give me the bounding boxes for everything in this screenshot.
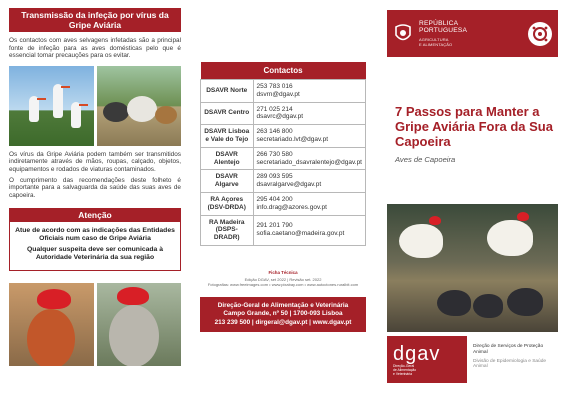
rooster-photo-left <box>9 283 94 366</box>
dgav-subline-1: Direção-Geral <box>393 363 415 368</box>
region-cell: RA Madeira (DSPS-DRADR) <box>201 215 254 245</box>
ministry-line-1: AGRICULTURA <box>419 37 449 43</box>
division-names <box>467 336 558 383</box>
footer-contacts[interactable]: 213 239 500 | dirgeral@dgav.pt | www.dgav.pt <box>214 318 352 326</box>
poultry-photo <box>97 66 182 146</box>
email-link[interactable]: secretariado.lvt@dgav.pt <box>256 135 329 143</box>
dgav-subline-3: e Veterinária <box>393 371 413 376</box>
republic-wordmark <box>419 20 522 48</box>
region-cell: RA Açores (DSV-DRDA) <box>201 192 254 215</box>
email-link[interactable]: sofia.caetano@madeira.gov.pt <box>256 230 345 238</box>
footer-address: Campo Grande, nº 50 | 1700-093 Lisboa <box>223 310 343 318</box>
table-row <box>201 102 366 125</box>
cover-title: 7 Passos para Manter a Gripe Aviária Fora da Sua Capoeira <box>395 104 553 149</box>
contact-cell <box>253 125 366 148</box>
contacts-heading: Contactos <box>201 62 366 80</box>
government-brand-bar <box>387 10 558 57</box>
table-row <box>201 80 366 103</box>
footer-org-name: Direção-Geral de Alimentação e Veterinária <box>217 301 349 309</box>
rooster-photo-right <box>97 283 182 366</box>
cover-panel <box>382 0 566 400</box>
contacts-table <box>200 62 366 246</box>
middle-panel <box>192 0 374 400</box>
technical-sheet-credits: Fotografias: www.freeimages.com • www.pixabay.com • www.autoctones.ruralbit.com <box>207 281 359 287</box>
republic-line-2: PORTUGUESA <box>419 27 468 34</box>
dgav-band <box>387 336 558 383</box>
contact-cell <box>253 80 366 103</box>
region-cell: DSAVR Algarve <box>201 170 254 193</box>
transmission-heading: Transmissão da infeção por vírus da Gripe Aviária <box>9 8 181 32</box>
transmission-paragraph-1: Os contactos com aves selvagens infetadas são a principal fonte de infeção para as aves domésticas pelo que é essencial tomar precauções para os evitar. <box>9 37 181 60</box>
phone-number: 295 404 200 <box>256 195 293 203</box>
table-row <box>201 215 366 245</box>
email-link[interactable]: dsavralgarve@dgav.pt <box>256 181 322 189</box>
region-cell: DSAVR Alentejo <box>201 147 254 170</box>
phone-number: 291 201 790 <box>256 222 293 230</box>
contact-cell <box>253 102 366 125</box>
cover-title-block <box>387 104 558 164</box>
technical-sheet-edition: Edição DGAV, set 2022 | Revisão set. 2022 <box>244 276 322 282</box>
phone-number: 263 146 800 <box>256 128 293 136</box>
republic-line-1: REPÚBLICA <box>419 19 459 27</box>
ministry-seal-icon <box>528 22 552 46</box>
ministry-line-2: E ALIMENTAÇÃO <box>419 42 453 48</box>
division-name-1: Direção de Serviços de Proteção Animal <box>473 344 544 355</box>
republic-emblem-icon <box>393 23 413 45</box>
table-row <box>201 192 366 215</box>
hens-photo <box>387 204 558 332</box>
roosters-photo <box>9 283 181 366</box>
attention-box <box>9 222 181 271</box>
table-row <box>201 170 366 193</box>
transmission-paragraph-2: Os vírus da Gripe Aviária podem também ser transmitidos indiretamente através de mãos, roupas, calçado, objetos, equipamentos e rodados de viaturas contaminados. <box>9 150 181 173</box>
table-row <box>201 147 366 170</box>
contact-cell <box>253 215 366 245</box>
division-name-2: Divisão de Epidemiologia e Saúde Animal <box>473 358 547 370</box>
phone-number: 266 730 580 <box>256 150 293 158</box>
dgav-logo <box>387 336 467 383</box>
storks-photo <box>9 66 94 146</box>
email-link[interactable]: secretariado_dsavralentejo@dgav.pt <box>256 158 362 166</box>
email-link[interactable]: info.drag@azores.gov.pt <box>256 203 327 211</box>
contact-cell <box>253 192 366 215</box>
photo-row-birds <box>9 66 181 146</box>
region-cell: DSAVR Norte <box>201 80 254 103</box>
attention-line-1: Atue de acordo com as indicações das Entidades Oficiais num caso de Gripe Aviária <box>15 227 175 243</box>
contact-cell <box>253 170 366 193</box>
transmission-paragraph-3: O cumprimento das recomendações deste folheto é importante para a salvaguarda da saúde das suas aves de capoeira. <box>9 176 181 199</box>
technical-sheet <box>200 270 366 287</box>
dgav-wordmark: dgav <box>393 342 441 365</box>
cover-subtitle: Aves de Capoeira <box>395 155 456 164</box>
attention-line-2: Qualquer suspeita deve ser comunicada à Autoridade Veterinária da sua região <box>27 246 163 262</box>
email-link[interactable]: dsavrc@dgav.pt <box>256 113 304 121</box>
email-link[interactable]: dsvrn@dgav.pt <box>256 90 300 98</box>
region-cell: DSAVR Centro <box>201 102 254 125</box>
phone-number: 289 093 595 <box>256 173 293 181</box>
attention-heading: Atenção <box>9 208 181 222</box>
address-footer <box>200 297 366 332</box>
region-cell: DSAVR Lisboa e Vale do Tejo <box>201 125 254 148</box>
phone-number: 253 783 016 <box>256 83 293 90</box>
left-panel <box>0 0 190 400</box>
dgav-subline-2: de Alimentação <box>393 367 417 372</box>
phone-number: 271 025 214 <box>256 105 293 113</box>
contact-cell <box>253 147 366 170</box>
table-row <box>201 125 366 148</box>
technical-sheet-title: Ficha Técnica <box>268 269 298 275</box>
